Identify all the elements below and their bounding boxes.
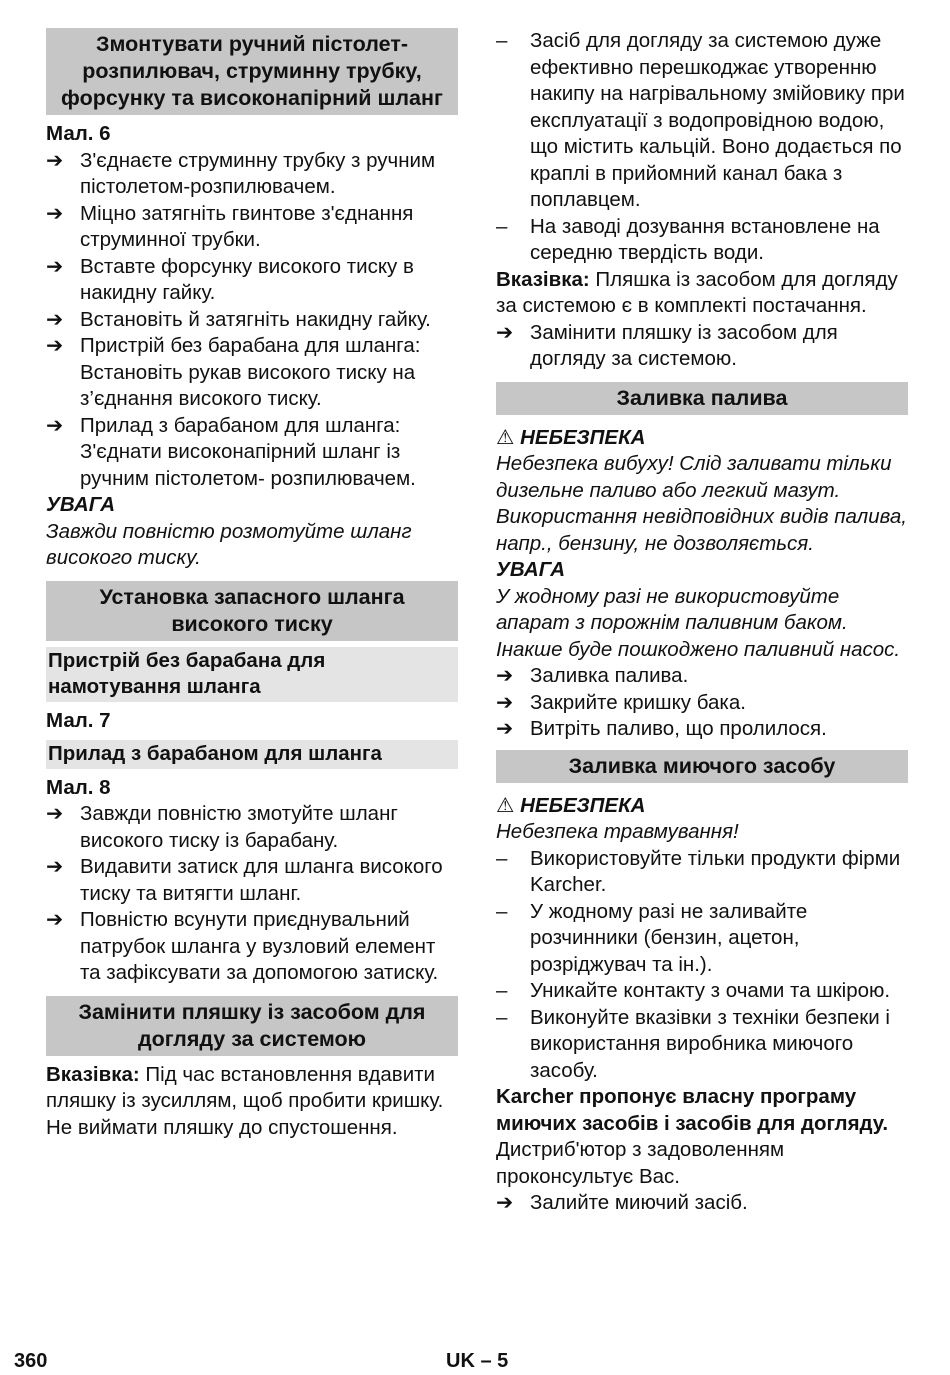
dash-marker: – (496, 29, 508, 52)
note-text: Під час встановлення вдавити пляшку із зусиллям, щоб пробити кришку. Не виймати пляшку до спустошення. (46, 1062, 444, 1139)
dash-marker: – (496, 214, 508, 238)
right-column (496, 28, 908, 1217)
section-title-mount: Змонтувати ручний пістолет-розпилювач, струминну трубку, форсунку та високонапірний шланг (46, 28, 458, 115)
list-item: – У жодному разі не заливайте розчинники (бензин, ацетон, розріджувач та ін.). (496, 899, 808, 976)
distributor-text: Дистриб'ютор з задоволенням проконсультує Вас. (496, 1138, 785, 1188)
mount-steps (46, 148, 458, 493)
caution-text: У жодному разі не використовуйте апарат з порожнім паливним баком. Інакше буде пошкоджено паливний насос. (496, 584, 901, 661)
note-label: Вказівка: (46, 1062, 140, 1086)
list-item: ➔ Заливка палива. (496, 663, 908, 690)
arrow-icon: ➔ (46, 413, 64, 437)
dash-marker: – (496, 899, 508, 923)
section-title-spare-hose: Установка запасного шланга високого тиску (46, 581, 458, 641)
dash-marker: – (496, 979, 508, 1002)
list-item: ➔ Завжди повністю змотуйте шланг високого тиску із барабану. (46, 802, 398, 852)
list-item: ➔ Прилад з барабаном для шланга: З'єднати високонапірний шланг із ручним пістолетом- розпилювачем. (46, 413, 416, 490)
arrow-icon: ➔ (496, 320, 514, 344)
list-item: – Уникайте контакту з очами та шкірою. (496, 978, 908, 1005)
arrow-icon: ➔ (496, 717, 514, 740)
arrow-icon: ➔ (46, 148, 64, 172)
arrow-icon: ➔ (496, 1191, 514, 1214)
arrow-icon: ➔ (46, 908, 64, 931)
arrow-icon: ➔ (46, 307, 64, 331)
subheading-no-drum: Пристрій без барабана для намотування шланга (46, 647, 458, 702)
caution-text: Завжди повністю розмотуйте шланг високого тиску. (46, 519, 412, 569)
section-title-detergent: Заливка миючого засобу (496, 750, 908, 783)
left-column (46, 28, 458, 1141)
page-code: UK – 5 (446, 1350, 509, 1372)
figure-ref-7: Мал. 7 (46, 708, 111, 732)
spare-hose-steps (46, 801, 458, 987)
list-item: ➔ Вставте форсунку високого тиску в накидну гайку. (46, 254, 414, 304)
note-paragraph (496, 267, 908, 320)
figure-ref-6: Мал. 6 (46, 122, 111, 145)
list-item: – Виконуйте вказівки з техніки безпеки і використання виробника миючого засобу. (496, 1005, 890, 1082)
section-title-fuel: Заливка палива (496, 382, 908, 415)
arrow-icon: ➔ (46, 855, 64, 878)
note-label: Вказівка: (496, 267, 590, 291)
list-item: – Використовуйте тільки продукти фірми Karcher. (496, 846, 901, 896)
list-item: ➔ Замінити пляшку із засобом для догляду за системою. (496, 320, 838, 370)
dash-marker: – (496, 846, 508, 870)
arrow-icon: ➔ (496, 664, 514, 687)
list-item: ➔ Залийте миючий засіб. (496, 1190, 908, 1217)
list-item: ➔ Видавити затиск для шланга високого тиску та витягти шланг. (46, 855, 443, 905)
page-number: 360 (14, 1350, 48, 1372)
warning-triangle-icon: ⚠ (496, 792, 515, 817)
figure-ref-8: Мал. 8 (46, 775, 111, 799)
list-item: ➔ Витріть паливо, що пролилося. (496, 716, 908, 743)
arrow-icon: ➔ (46, 802, 64, 825)
note-paragraph (46, 1062, 458, 1142)
list-item: ➔ Міцно затягніть гвинтове з'єднання струминної трубки. (46, 201, 414, 251)
danger-heading: ⚠ НЕБЕЗПЕКА (496, 792, 646, 817)
arrow-icon: ➔ (496, 690, 514, 714)
caution-heading: УВАГА (46, 493, 116, 516)
karcher-program-text: Karcher пропонує власну програму миючих засобів і засобів для догляду. (496, 1085, 889, 1135)
section-title-replace-bottle: Замінити пляшку із засобом для догляду за системою (46, 996, 458, 1056)
arrow-icon: ➔ (46, 201, 64, 225)
list-item: – На заводі дозування встановлене на середню твердість води. (496, 214, 880, 264)
danger-heading: ⚠ НЕБЕЗПЕКА (496, 424, 646, 449)
caution-heading: УВАГА (496, 558, 566, 581)
list-item: ➔ Повністю всунути приєднувальний патрубок шланга у вузловий елемент та зафіксувати за допомогою затиску. (46, 908, 439, 984)
list-item: ➔ Закрийте кришку бака. (496, 690, 908, 717)
arrow-icon: ➔ (46, 254, 64, 278)
list-item: – Засіб для догляду за системою дуже ефективно перешкоджає утворенню накипу на нагрівальному змійовику при експлуатації з водопровідною водою, що містить кальцій. Воно додається по краплі в прийомний канал бака з поплавцем. (496, 29, 905, 211)
list-item: ➔ Встановіть й затягніть накидну гайку. (46, 307, 458, 334)
subheading-with-drum: Прилад з барабаном для шланга (46, 740, 458, 769)
danger-text: Небезпека травмування! (496, 820, 739, 843)
warning-triangle-icon: ⚠ (496, 424, 515, 449)
list-item: ➔ З'єднаєте струминну трубку з ручним пістолетом-розпилювачем. (46, 148, 436, 198)
dash-marker: – (496, 1005, 508, 1029)
list-item: ➔ Пристрій без барабана для шланга: Встановіть рукав високого тиску на з’єднання високого тиску. (46, 334, 421, 410)
note-text: Пляшка із засобом для догляду за системою є в комплекті постачання. (496, 267, 898, 317)
danger-text: Небезпека вибуху! Слід заливати тільки дизельне паливо або легкий мазут. Використання невідповідних видів палива, напр., бензину, не дозволяється. (496, 452, 907, 555)
arrow-icon: ➔ (46, 334, 64, 357)
